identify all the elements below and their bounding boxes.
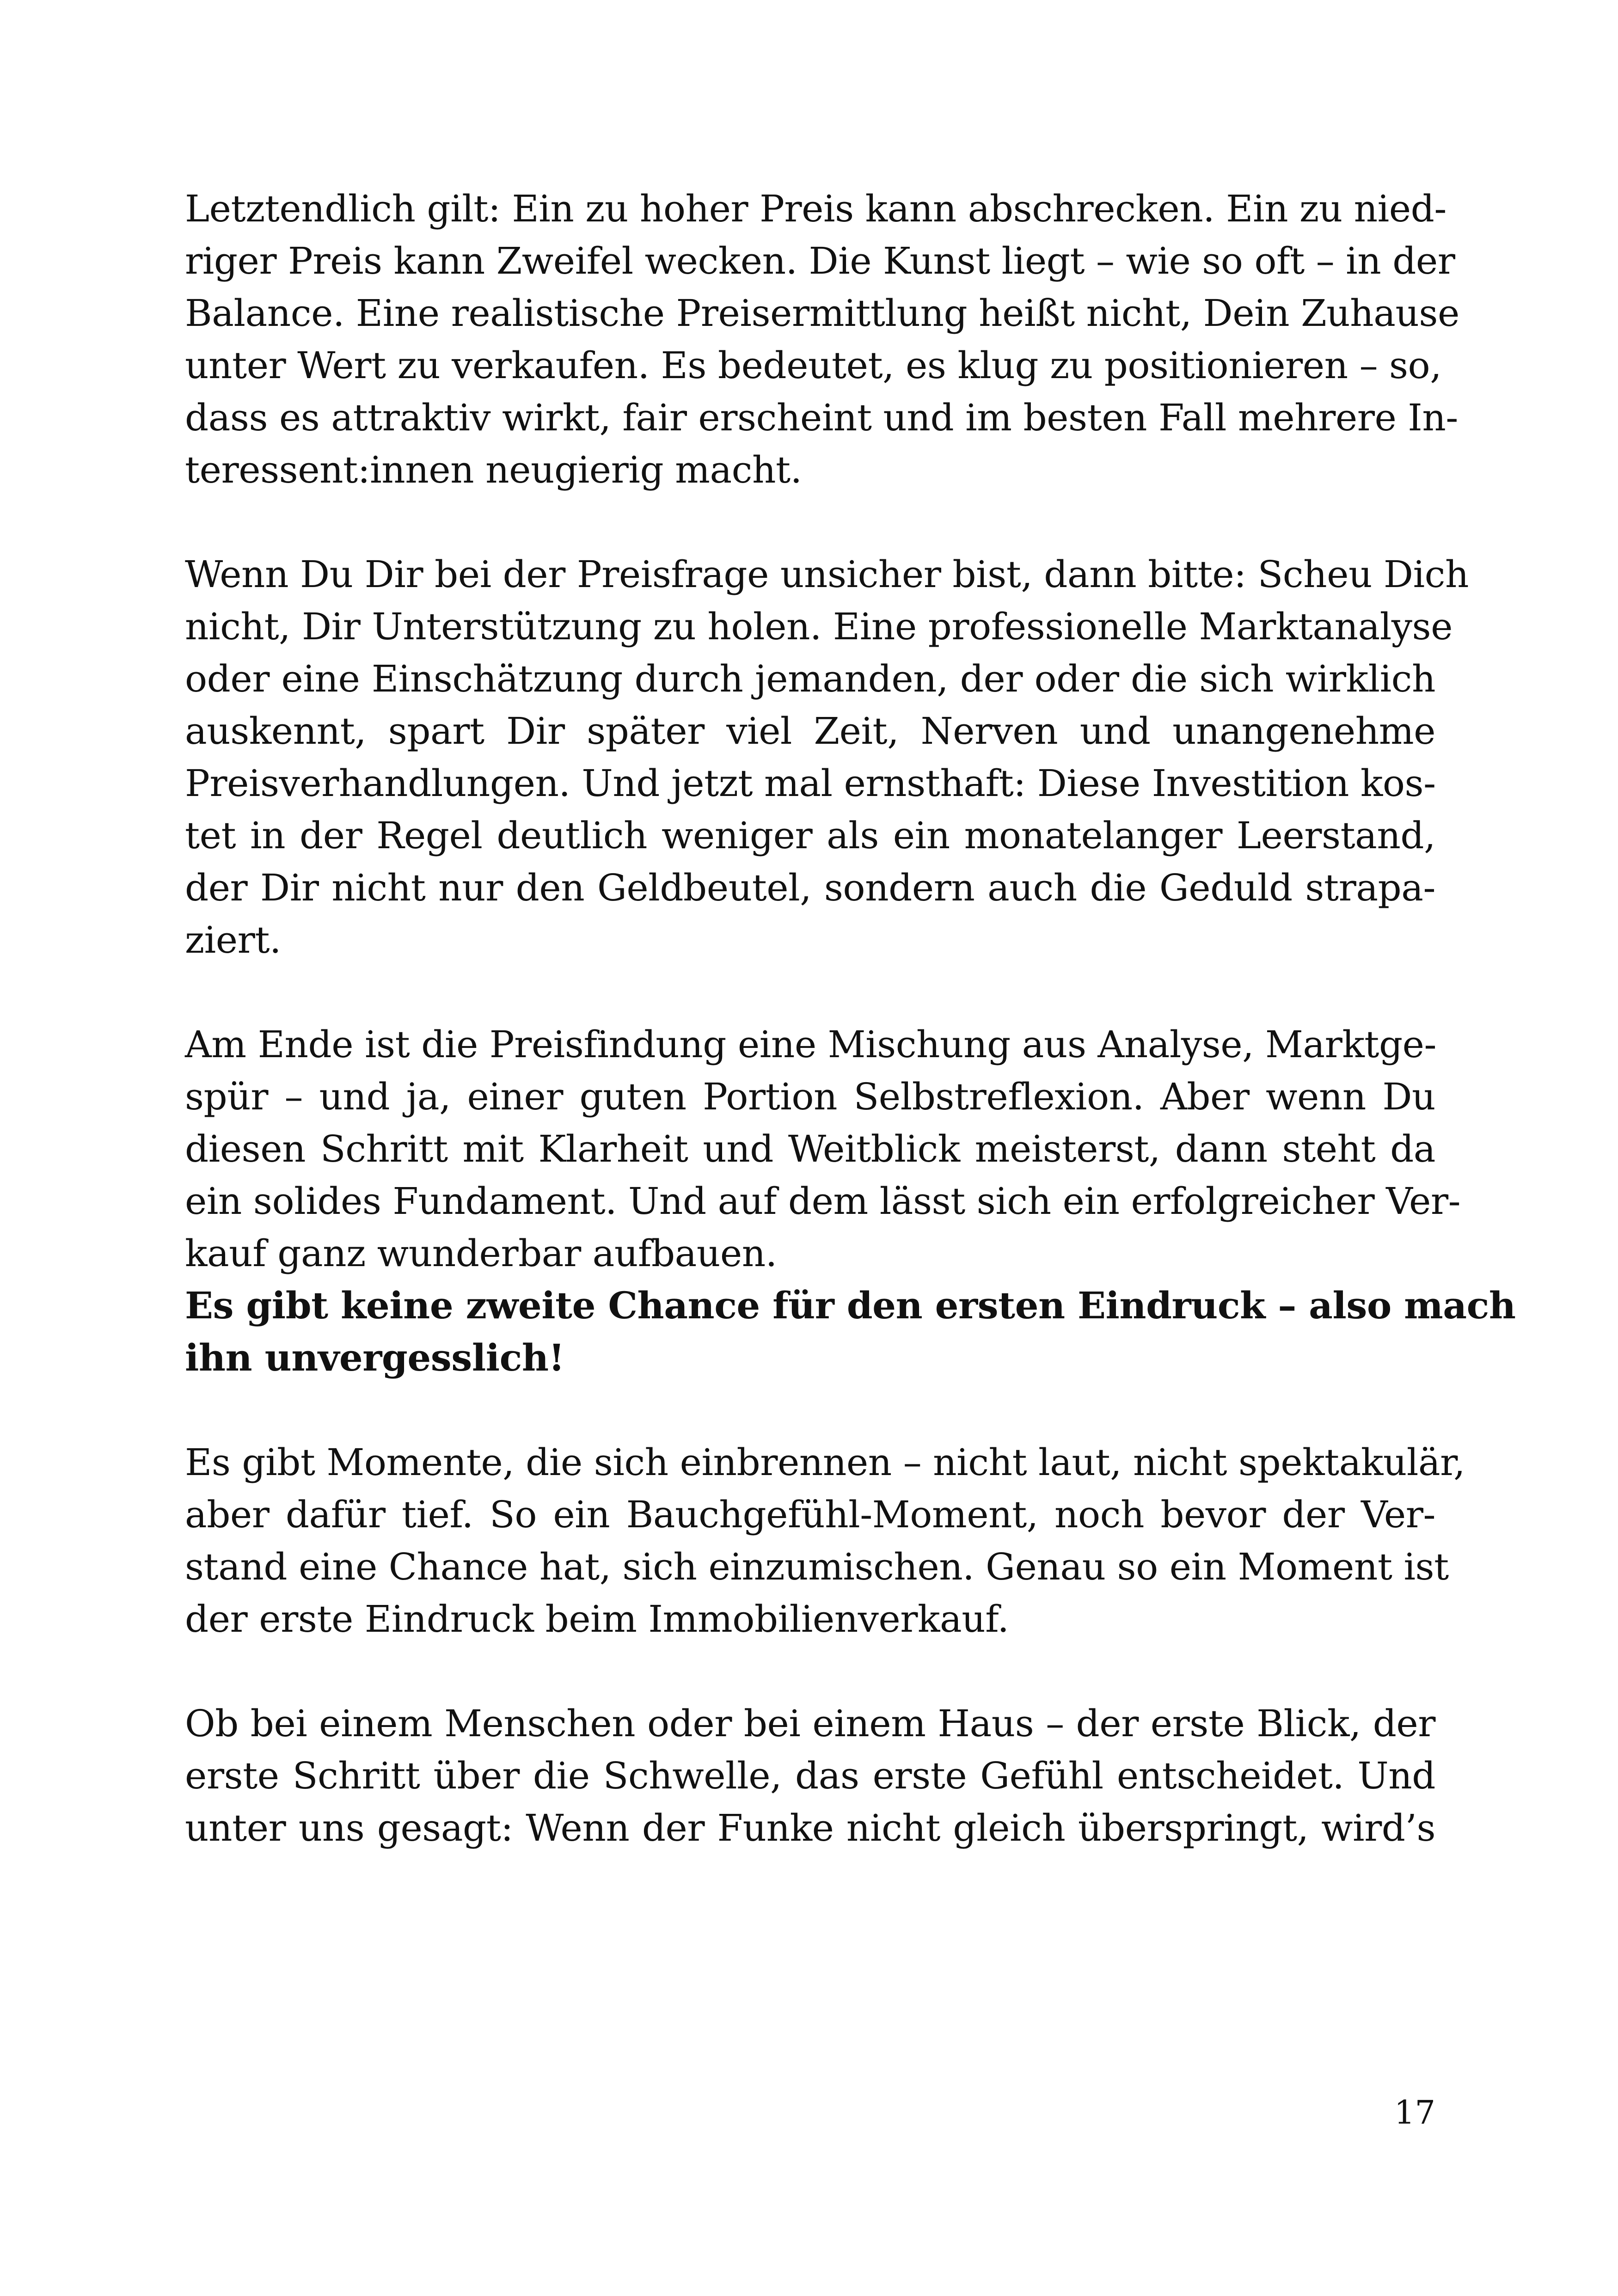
- text-line: riger Preis kann Zweifel wecken. Die Kunst liegt – wie so oft – in der: [185, 239, 1455, 282]
- text-line: nicht, Dir Unterstützung zu holen. Eine professionelle Marktanalyse: [185, 605, 1453, 648]
- text-line: Balance. Eine realistische Preisermittlung heißt nicht, Dein Zuhause: [185, 292, 1459, 335]
- text-column: [185, 183, 1516, 1854]
- page-number: 17: [1394, 2094, 1435, 2131]
- text-line: diesen Schritt mit Klarheit und Weitblick meisterst, dann steht da: [185, 1127, 1435, 1170]
- text-line: Am Ende ist die Preisfindung eine Mischung aus Analyse, Marktge-: [185, 1023, 1437, 1066]
- text-line: unter uns gesagt: Wenn der Funke nicht gleich überspringt, wird’s: [185, 1806, 1435, 1849]
- paragraph-5: [185, 1697, 1435, 1854]
- text-line: Preisverhandlungen. Und jetzt mal ernsthaft: Diese Investition kos-: [185, 762, 1436, 805]
- heading-line: Es gibt keine zweite Chance für den ersten Eindruck – also mach: [185, 1284, 1516, 1327]
- text-line: auskennt, spart Dir später viel Zeit, Nerven und unangenehme: [185, 710, 1435, 753]
- text-line: Ob bei einem Menschen oder bei einem Haus – der erste Blick, der: [185, 1702, 1435, 1745]
- text-line: oder eine Einschätzung durch jemanden, der oder die sich wirklich: [185, 657, 1435, 700]
- text-line: ein solides Fundament. Und auf dem lässt sich ein erfolgreicher Ver-: [185, 1180, 1461, 1223]
- text-line: unter Wert zu verkaufen. Es bedeutet, es klug zu positionieren – so,: [185, 344, 1442, 387]
- text-line: aber dafür tief. So ein Bauchgefühl-Moment, noch bevor der Ver-: [185, 1493, 1435, 1536]
- text-line: Wenn Du Dir bei der Preisfrage unsicher bist, dann bitte: Scheu Dich: [185, 553, 1469, 596]
- section-heading: [185, 1280, 1516, 1384]
- text-line: dass es attraktiv wirkt, fair erscheint und im besten Fall mehrere In-: [185, 396, 1458, 439]
- text-line: spür – und ja, einer guten Portion Selbstreflexion. Aber wenn Du: [185, 1075, 1435, 1118]
- paragraph-3: [185, 1018, 1461, 1280]
- text-line: tet in der Regel deutlich weniger als ein monatelanger Leerstand,: [185, 814, 1435, 857]
- text-line: kauf ganz wunderbar aufbauen.: [185, 1232, 777, 1275]
- heading-line: ihn unvergesslich!: [185, 1336, 565, 1379]
- text-line: Es gibt Momente, die sich einbrennen – nicht laut, nicht spektakulär,: [185, 1441, 1465, 1484]
- text-line: teressent:innen neugierig macht.: [185, 448, 802, 491]
- text-line: stand eine Chance hat, sich einzumischen. Genau so ein Moment ist: [185, 1545, 1449, 1588]
- paragraph-4: [185, 1436, 1465, 1645]
- text-line: der erste Eindruck beim Immobilienverkauf.: [185, 1598, 1009, 1641]
- paragraph-2: [185, 548, 1469, 966]
- text-line: ziert.: [185, 918, 281, 961]
- text-line: erste Schritt über die Schwelle, das erste Gefühl entscheidet. Und: [185, 1754, 1435, 1797]
- text-line: der Dir nicht nur den Geldbeutel, sondern auch die Geduld strapa-: [185, 866, 1435, 909]
- text-line: Letztendlich gilt: Ein zu hoher Preis kann abschrecken. Ein zu nied-: [185, 187, 1446, 230]
- paragraph-1: [185, 183, 1459, 496]
